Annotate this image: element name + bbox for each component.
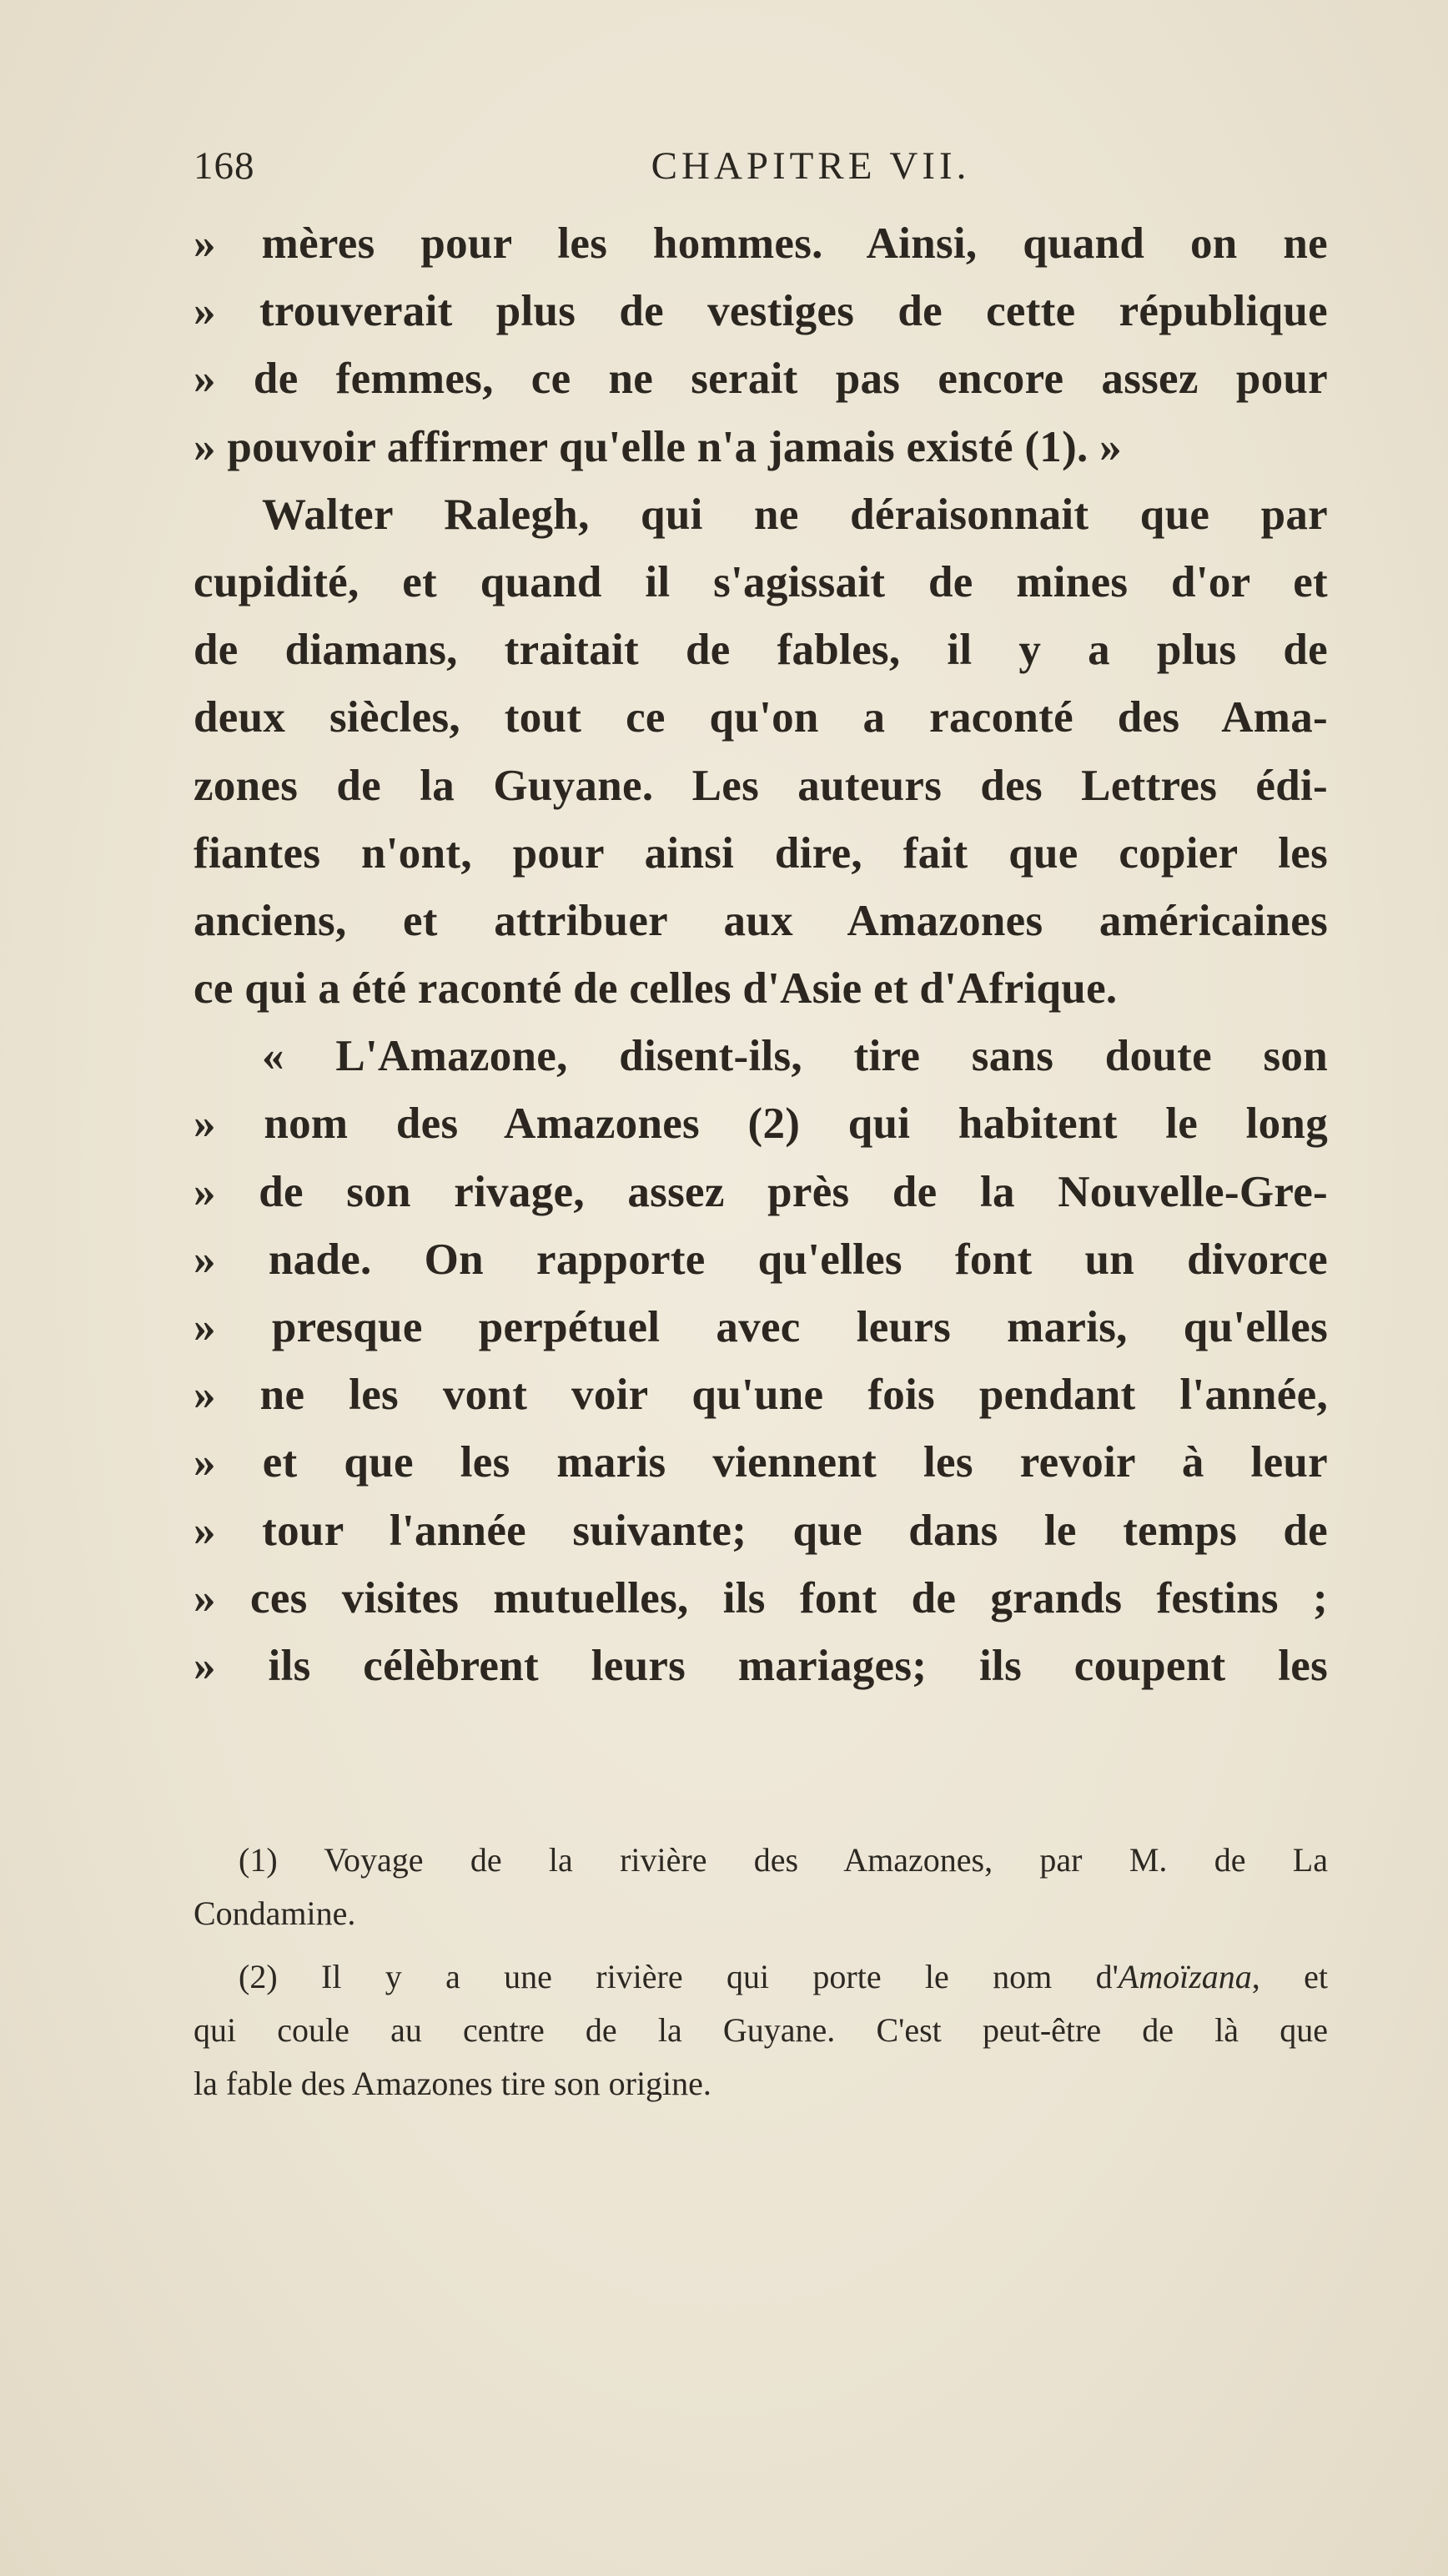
text-line: » ne les vont voir qu'une fois pendant l'année, xyxy=(194,1371,1328,1420)
paragraph-start-line: « L'Amazone, disent-ils, tire sans doute son xyxy=(262,1032,1328,1081)
text-line: fiantes n'ont, pour ainsi dire, fait que copier les xyxy=(194,828,1328,878)
footnote-1-line: (1) Voyage de la rivière des Amazones, par M. de La xyxy=(239,1841,1328,1879)
text-line: deux siècles, tout ce qu'on a raconté des Ama- xyxy=(194,693,1328,742)
text-line: de diamans, traitait de fables, il y a plus de xyxy=(194,626,1328,675)
text-line: » tour l'année suivante; que dans le temps de xyxy=(194,1506,1328,1555)
page-number: 168 xyxy=(194,144,255,188)
text-line: » presque perpétuel avec leurs maris, qu'elles xyxy=(194,1303,1328,1351)
text-line: » de femmes, ce ne serait pas encore assez pour xyxy=(194,355,1328,404)
text-line: » nom des Amazones (2) qui habitent le long xyxy=(194,1099,1328,1149)
footnotes xyxy=(194,1834,1328,2111)
footnote-2-text: , et xyxy=(1251,1958,1328,1995)
text-line: » pouvoir affirmer qu'elle n'a jamais existé (1). » xyxy=(194,422,1122,471)
footnote-2-text: (2) Il y a une rivière qui porte le nom d' xyxy=(239,1958,1119,1995)
text-line: ce qui a été raconté de celles d'Asie et d'Afrique. xyxy=(194,964,1118,1014)
text-line: » ils célèbrent leurs mariages; ils coupent les xyxy=(194,1641,1328,1690)
text-line: » et que les maris viennent les revoir à leur xyxy=(194,1438,1328,1487)
footnote-2-river-name: Amoïzana xyxy=(1118,1958,1252,1995)
running-head: CHAPITRE VII. xyxy=(651,144,971,188)
footnote-2-line: qui coule au centre de la Guyane. C'est peut-être de là que xyxy=(194,2011,1328,2049)
footnote-1-line: Condamine. xyxy=(194,1894,356,1932)
text-line: » nade. On rapporte qu'elles font un divorce xyxy=(194,1235,1328,1284)
footnote-2-line: la fable des Amazones tire son origine. xyxy=(194,2065,711,2102)
text-line: cupidité, et quand il s'agissait de mines d'or et xyxy=(194,557,1328,606)
footnote-2-line xyxy=(194,1950,1328,2004)
text-line: » de son rivage, assez près de la Nouvelle-Gre- xyxy=(194,1167,1328,1216)
text-line: anciens, et attribuer aux Amazones américaines xyxy=(194,896,1328,945)
text-line: » ces visites mutuelles, ils font de grands festins ; xyxy=(194,1573,1328,1623)
text-line: » mères pour les hommes. Ainsi, quand on ne xyxy=(194,219,1328,268)
paragraph-start-line: Walter Ralegh, qui ne déraisonnait que par xyxy=(262,490,1328,539)
page-header xyxy=(194,143,1328,194)
body-text xyxy=(194,210,1328,1700)
text-line: » trouverait plus de vestiges de cette république xyxy=(194,287,1328,336)
text-line: zones de la Guyane. Les auteurs des Lettres édi- xyxy=(194,761,1328,810)
